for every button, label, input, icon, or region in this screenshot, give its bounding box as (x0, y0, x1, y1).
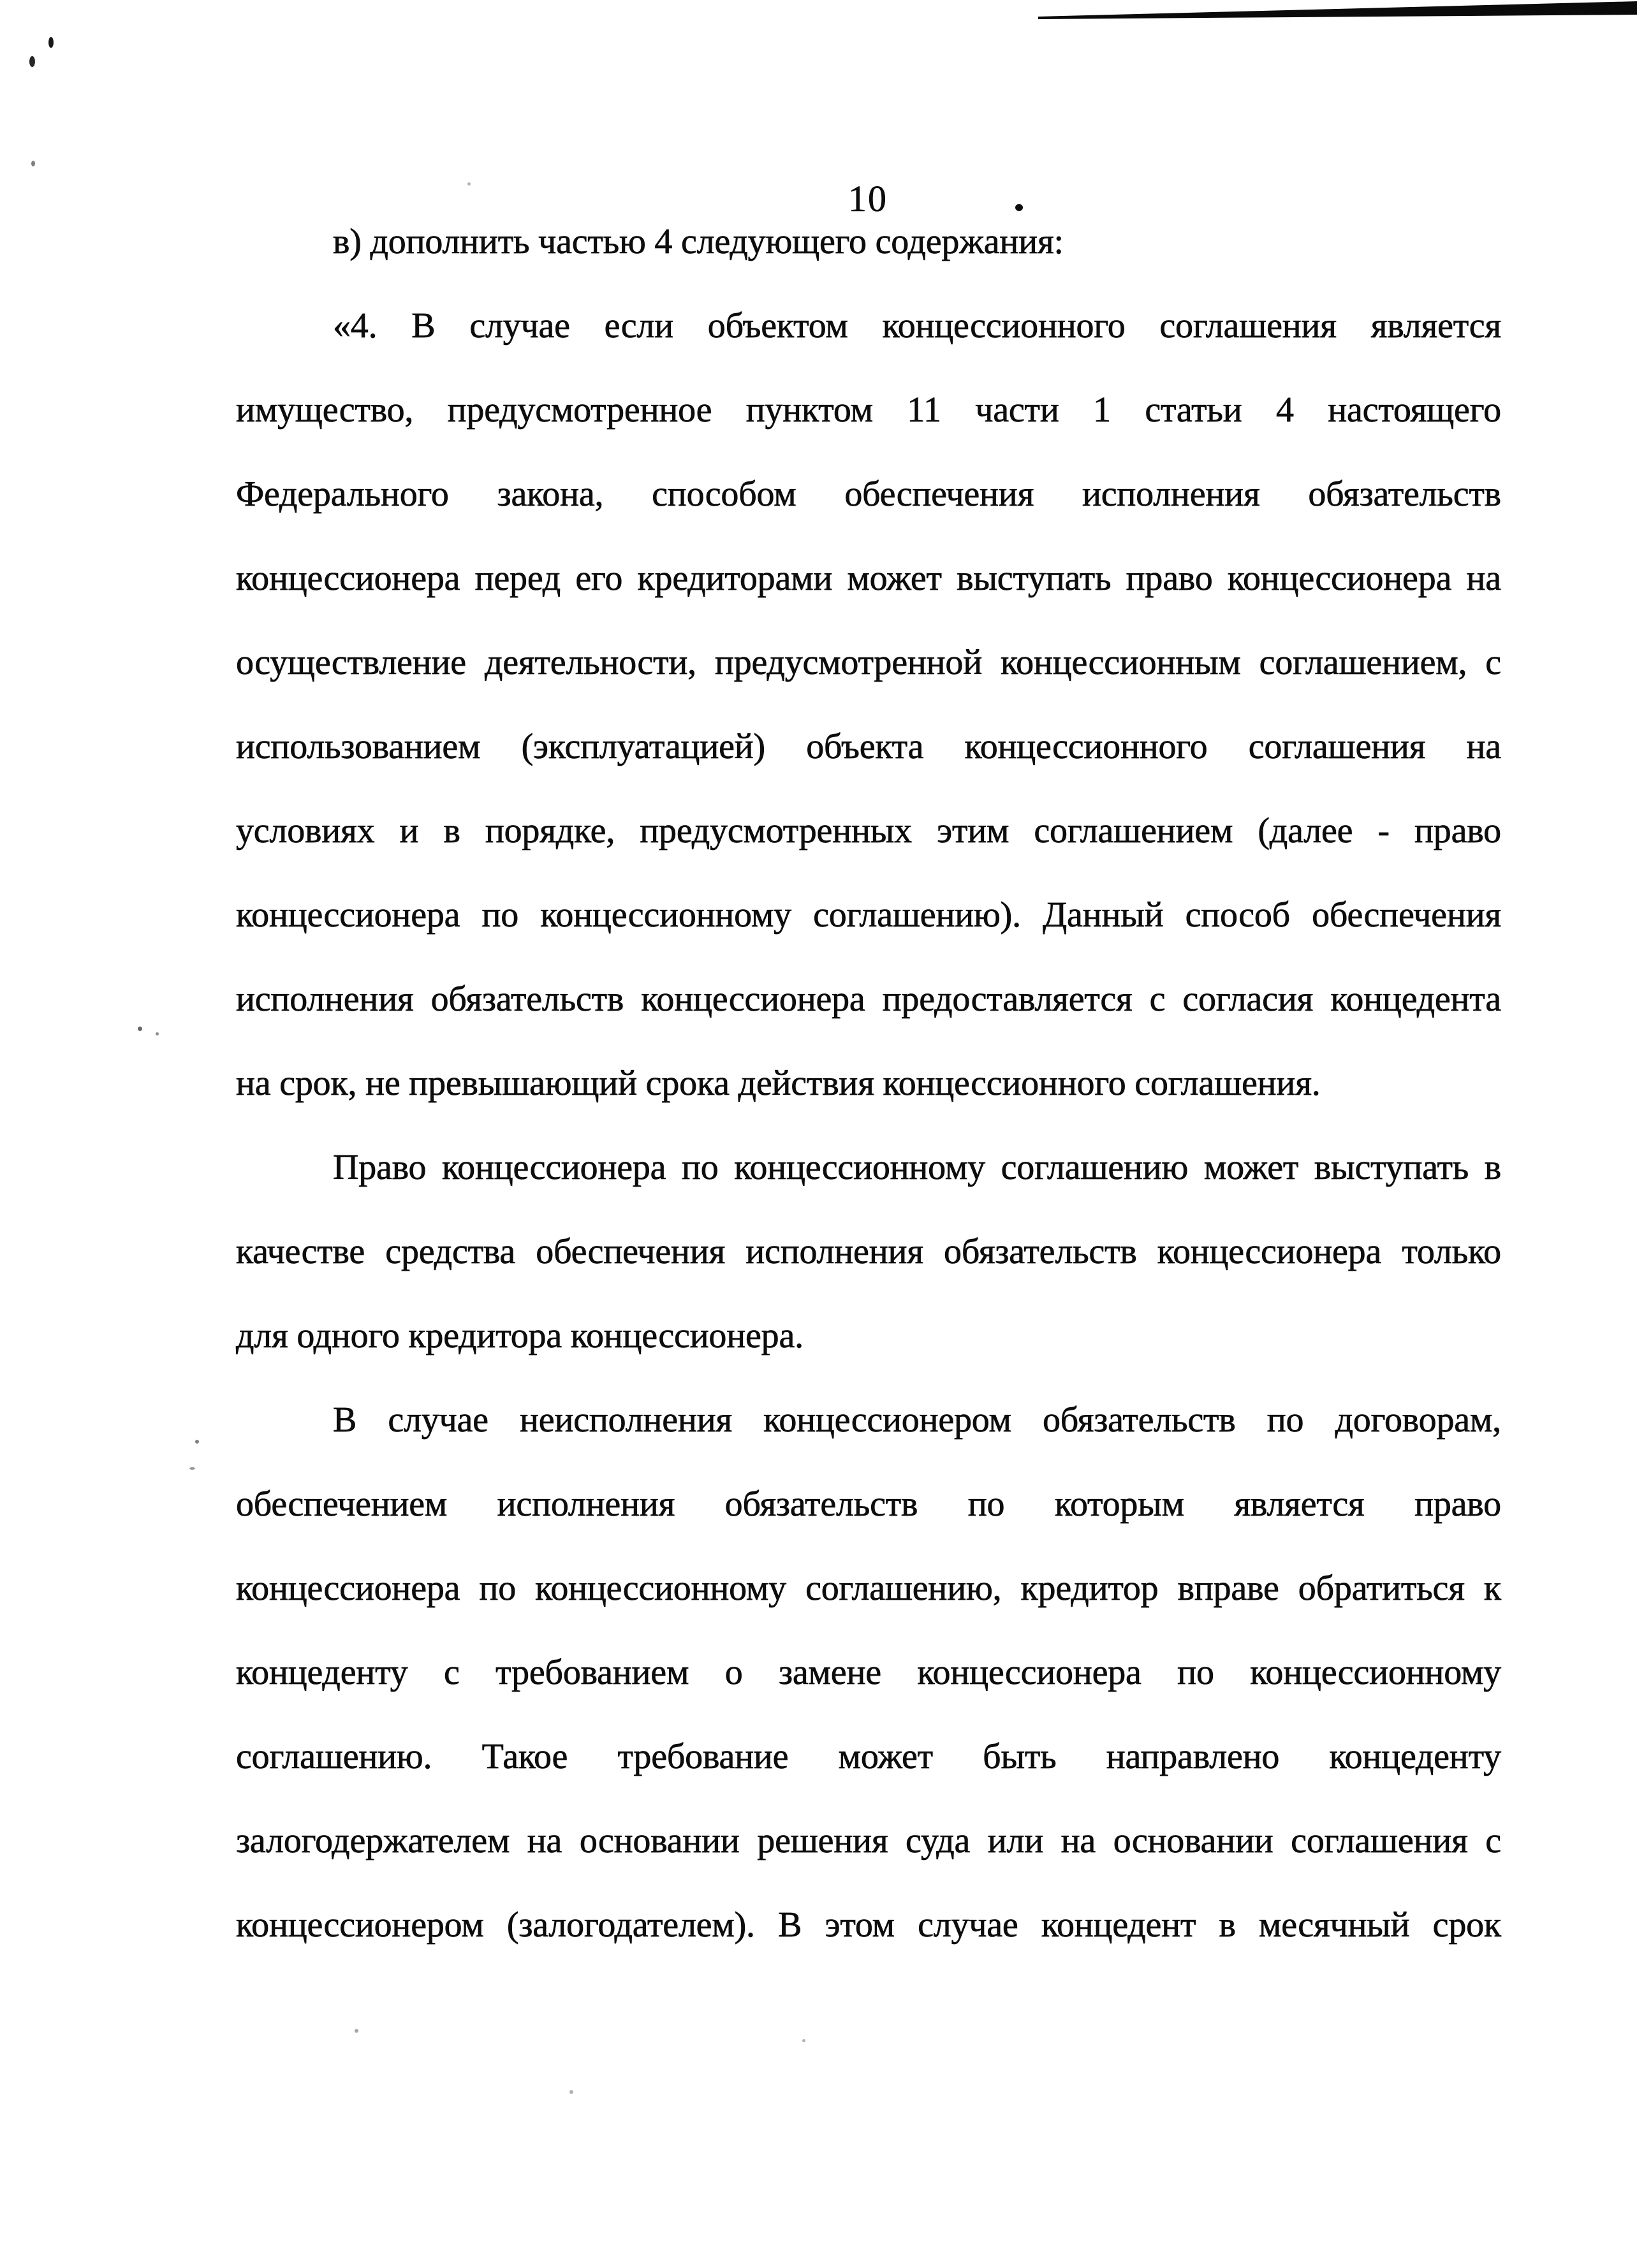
text-line (236, 1904, 1501, 1988)
word: (далее (1258, 811, 1353, 851)
word: средства (385, 1232, 516, 1271)
word: по (479, 1569, 517, 1608)
word: обязательств (724, 1484, 918, 1524)
word: Федерального (236, 474, 449, 514)
word: или (987, 1821, 1044, 1861)
word: концессионером (763, 1400, 1011, 1440)
text-line (236, 557, 1501, 641)
word: закона, (497, 474, 604, 514)
word: качестве (236, 1232, 365, 1271)
word: в (1484, 1148, 1501, 1187)
word: соглашения (1248, 727, 1426, 766)
word: концессионера (641, 979, 865, 1019)
word: согласия (1182, 979, 1314, 1019)
paragraph (236, 221, 1501, 305)
paragraph (236, 1146, 1501, 1399)
word: право (1414, 811, 1501, 851)
word: по (681, 1148, 719, 1187)
word: объектом (707, 306, 848, 346)
word: обеспечения (536, 1232, 726, 1271)
word: которым (1054, 1484, 1184, 1524)
word: деятельности, (484, 643, 696, 682)
word: выступать (957, 559, 1112, 598)
word: кредиторами (637, 559, 833, 598)
word: случае (388, 1400, 488, 1440)
word: выступать (1314, 1148, 1469, 1187)
scan-speck (156, 1032, 159, 1035)
word: о (724, 1653, 743, 1692)
word: концессионному (734, 1148, 985, 1187)
word: обязательств (1042, 1400, 1236, 1440)
word: концессионному (535, 1569, 786, 1608)
word: пунктом (745, 390, 873, 430)
word: 1 (1093, 390, 1111, 430)
word: в (443, 811, 460, 851)
scan-speck (195, 1440, 199, 1444)
text-line (236, 1820, 1501, 1904)
word: основании (1113, 1821, 1274, 1861)
word: по (481, 895, 519, 935)
word: требование (617, 1737, 789, 1776)
scan-edge-artifact (1038, 1, 1637, 23)
word: концессионера (236, 559, 460, 598)
word: обеспечения (1312, 895, 1501, 935)
word: на (1061, 1821, 1096, 1861)
word: Такое (481, 1737, 568, 1776)
word: решения (757, 1821, 888, 1861)
word: соглашению, (805, 1569, 1002, 1608)
scan-speck (48, 37, 54, 48)
word: является (1234, 1484, 1365, 1524)
text-line (236, 726, 1501, 810)
word: случае (469, 306, 570, 346)
text-line (236, 1483, 1501, 1567)
word: договорам, (1335, 1400, 1501, 1440)
word: обязательств (1308, 474, 1501, 514)
word: концессионному (1250, 1653, 1501, 1692)
scan-speck (138, 1027, 142, 1031)
word: обязательств (430, 979, 624, 1019)
word: основании (579, 1821, 740, 1861)
word: концедент (1041, 1905, 1196, 1945)
word: с (1485, 643, 1501, 682)
word: В (411, 306, 436, 346)
text-line (236, 473, 1501, 557)
word: концессионера (917, 1653, 1141, 1692)
word: обеспечения (844, 474, 1034, 514)
word: способ (1185, 895, 1290, 935)
word: «4. (333, 306, 378, 346)
word: предусмотренной (714, 643, 982, 682)
word: статьи (1145, 390, 1242, 430)
word: месячный (1258, 1905, 1410, 1945)
word: его (575, 559, 623, 598)
text-line: в) дополнить частью 4 следующего содержания: (333, 222, 1064, 261)
text-line (236, 1146, 1501, 1231)
scan-speck (355, 2029, 358, 2033)
word: концессионера (236, 1569, 460, 1608)
text-line: на срок, не превышающий срока действия концессионного соглашения. (236, 1064, 1321, 1103)
word: быть (983, 1737, 1057, 1776)
word: имущество, (236, 390, 414, 430)
word: этом (825, 1905, 895, 1945)
word: срок (1432, 1905, 1501, 1945)
word: концессионера (1227, 559, 1452, 598)
scan-speck (467, 182, 471, 186)
text-line (236, 1736, 1501, 1820)
word: случае (918, 1905, 1018, 1945)
word: концессионера (442, 1148, 666, 1187)
word: В (333, 1400, 357, 1440)
word: части (975, 390, 1059, 430)
word: и (399, 811, 419, 851)
word: соглашением (1034, 811, 1233, 851)
word: Право (333, 1148, 427, 1187)
word: соглашения (1159, 306, 1337, 346)
word: в (1219, 1905, 1236, 1945)
word: может (1203, 1148, 1299, 1187)
word: концессионера (236, 895, 460, 935)
paragraph (236, 1399, 1501, 1988)
word: концеденту (236, 1653, 408, 1692)
scan-speck (29, 56, 35, 67)
word: - (1377, 811, 1390, 851)
word: способом (652, 474, 796, 514)
word: концессионера (1157, 1232, 1382, 1271)
text-body (236, 221, 1501, 1988)
scan-speck (569, 2090, 573, 2094)
word: замене (778, 1653, 881, 1692)
word: исполнения (745, 1232, 923, 1271)
word: право (1126, 559, 1213, 598)
word: предусмотренных (640, 811, 912, 851)
word: соглашения (1291, 1821, 1468, 1861)
word: залогодержателем (236, 1821, 510, 1861)
text-line (236, 1651, 1501, 1736)
word: 11 (907, 390, 941, 430)
word: суда (906, 1821, 971, 1861)
word: концессионного (882, 306, 1126, 346)
text-line: для одного кредитора концессионера. (236, 1316, 804, 1356)
paragraph (236, 305, 1501, 1146)
word: соглашению). (813, 895, 1021, 935)
word: концеденту (1329, 1737, 1501, 1776)
word: Данный (1043, 895, 1164, 935)
word: с (1485, 1821, 1501, 1861)
word: к (1483, 1569, 1501, 1608)
word: на (1466, 727, 1501, 766)
word: по (1266, 1400, 1304, 1440)
word: концессионным (1001, 643, 1241, 682)
word: условиях (236, 811, 375, 851)
word: исполнения (236, 979, 414, 1019)
word: может (838, 1737, 933, 1776)
word: (залогодателем). (506, 1905, 755, 1945)
word: кредитор (1020, 1569, 1159, 1608)
word: обязательств (944, 1232, 1137, 1271)
word: соглашением, (1259, 643, 1467, 682)
scan-speck (802, 2039, 805, 2042)
word: концедента (1330, 979, 1501, 1019)
word: вправе (1177, 1569, 1279, 1608)
word: настоящего (1328, 390, 1501, 430)
scan-speck (189, 1467, 195, 1470)
word: неисполнения (520, 1400, 732, 1440)
word: перед (474, 559, 561, 598)
word: исполнения (497, 1484, 675, 1524)
word: является (1370, 306, 1501, 346)
ink-dot-artifact (1015, 204, 1023, 211)
word: с (1149, 979, 1166, 1019)
page-number: 10 (848, 178, 888, 219)
word: соглашению. (236, 1737, 432, 1776)
word: концессионного (964, 727, 1208, 766)
word: использованием (236, 727, 481, 766)
word: требованием (496, 1653, 689, 1692)
word: обеспечением (236, 1484, 448, 1524)
word: этим (937, 811, 1009, 851)
word: по (967, 1484, 1005, 1524)
text-line (236, 389, 1501, 473)
text-line (236, 810, 1501, 894)
word: объекта (806, 727, 924, 766)
word: обратиться (1298, 1569, 1465, 1608)
word: 4 (1275, 390, 1294, 430)
word: предоставляется (882, 979, 1133, 1019)
word: на (1466, 559, 1501, 598)
word: концессионером (236, 1905, 484, 1945)
text-line (236, 894, 1501, 978)
text-line (236, 978, 1501, 1062)
scan-speck (31, 161, 35, 166)
word: направлено (1106, 1737, 1280, 1776)
word: на (527, 1821, 562, 1861)
word: право (1414, 1484, 1501, 1524)
word: (эксплуатацией) (521, 727, 765, 766)
word: предусмотренное (447, 390, 712, 430)
word: по (1177, 1653, 1214, 1692)
word: порядке, (485, 811, 615, 851)
text-line (236, 1231, 1501, 1315)
word: В (778, 1905, 802, 1945)
word: если (604, 306, 673, 346)
word: только (1402, 1232, 1501, 1271)
text-line (236, 1399, 1501, 1483)
word: может (847, 559, 942, 598)
word: с (443, 1653, 460, 1692)
text-line (236, 1567, 1501, 1651)
word: осуществление (236, 643, 466, 682)
text-line (236, 305, 1501, 389)
word: исполнения (1082, 474, 1260, 514)
word: соглашению (1001, 1148, 1189, 1187)
word: концессионному (540, 895, 791, 935)
text-line (236, 641, 1501, 726)
